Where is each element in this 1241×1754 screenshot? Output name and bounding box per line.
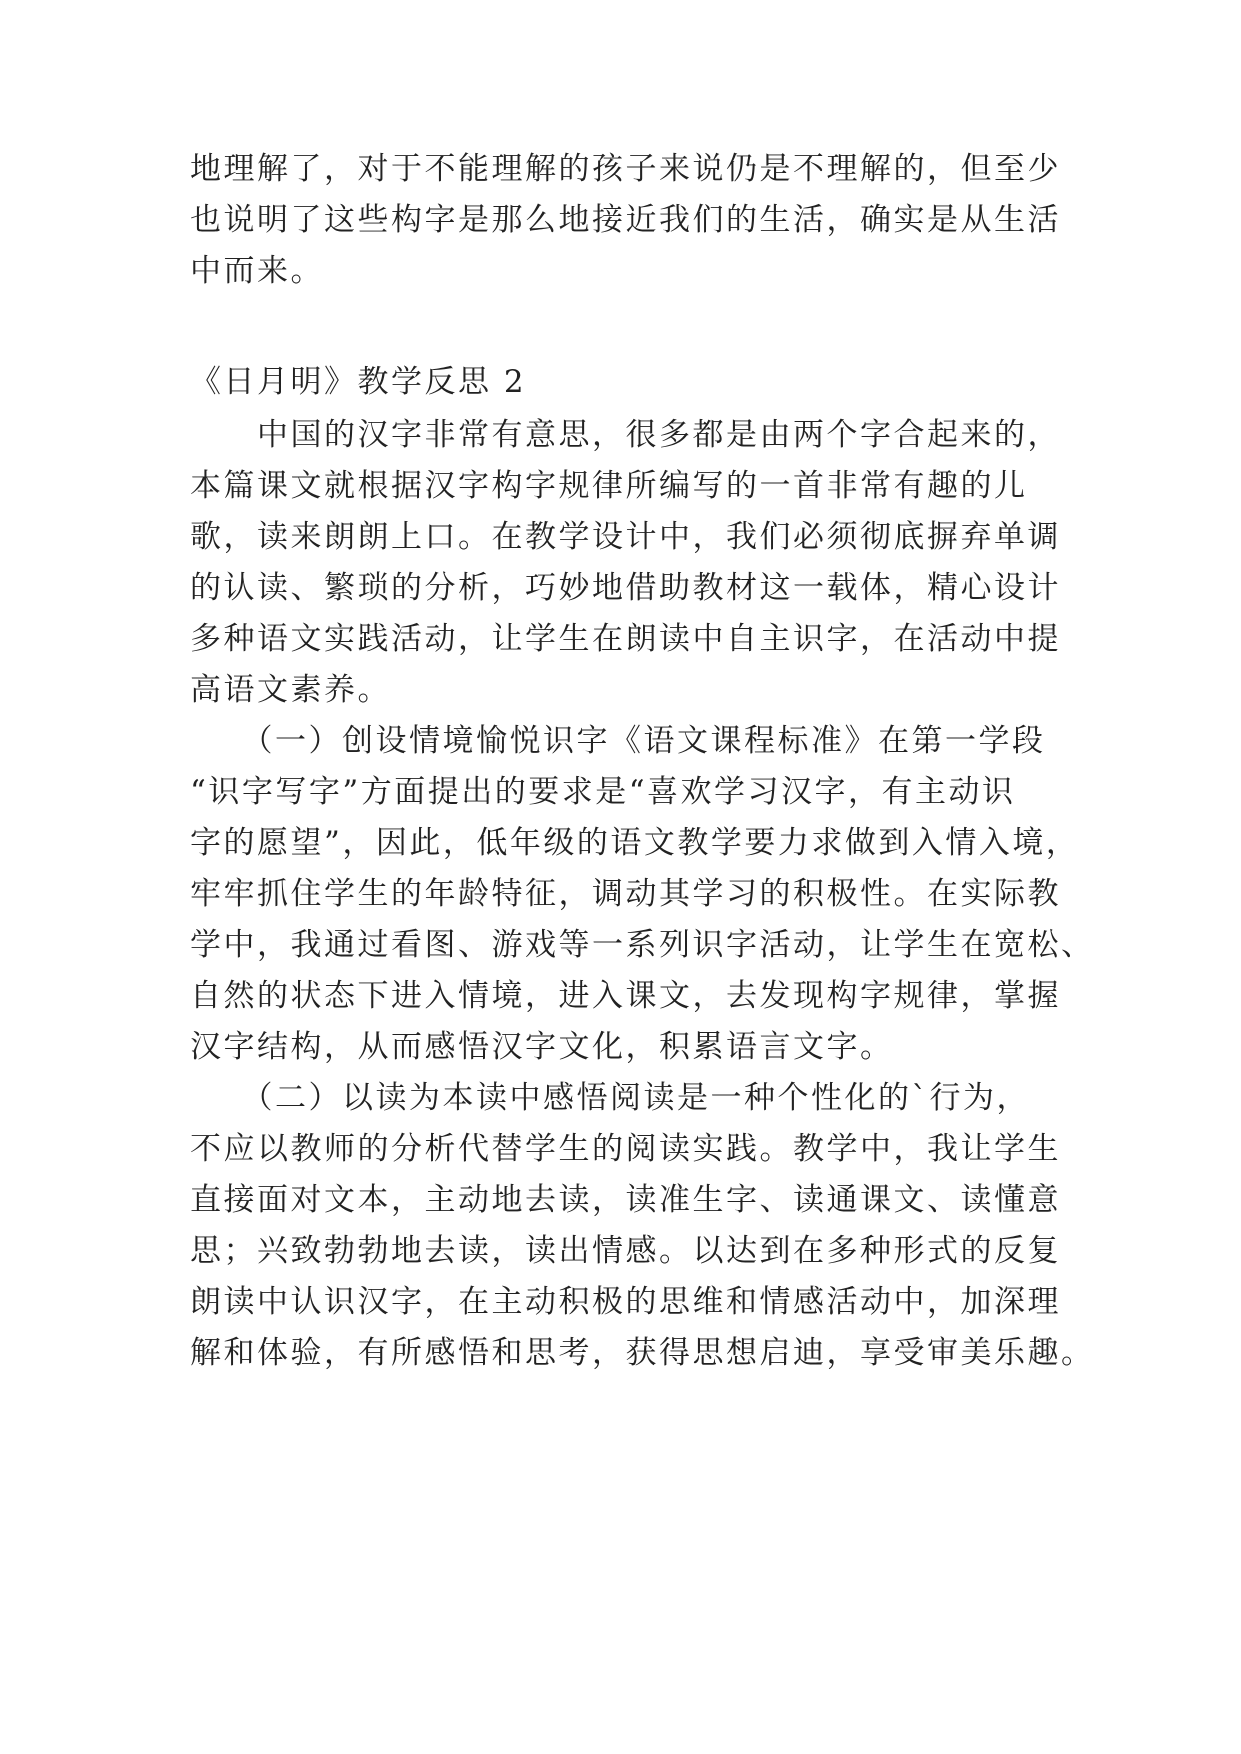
intro-line: 中而来。	[190, 253, 324, 289]
paragraph-3-line: 朗读中认识汉字，在主动积极的思维和情感活动中，加深理	[190, 1284, 1061, 1320]
paragraph-3-line: 解和体验，有所感悟和思考，获得思想启迪，享受审美乐趣。	[190, 1335, 1095, 1371]
paragraph-2-line: 汉字结构，从而感悟汉字文化，积累语言文字。	[190, 1029, 894, 1065]
paragraph-2-line: 字的愿望”，因此，低年级的语文教学要力求做到入情入境，	[190, 825, 1080, 861]
paragraph-2-line: 学中，我通过看图、游戏等一系列识字活动，让学生在宽松、	[190, 927, 1095, 963]
paragraph-2-line: “识字写字”方面提出的要求是“喜欢学习汉字，有主动识	[190, 774, 1016, 810]
paragraph-1-line: 多种语文实践活动，让学生在朗读中自主识字，在活动中提	[190, 621, 1061, 657]
paragraph-1-line: 中国的汉字非常有意思，很多都是由两个字合起来的，	[190, 417, 1061, 453]
paragraph-3-line: 思；兴致勃勃地去读，读出情感。以达到在多种形式的反复	[190, 1233, 1061, 1269]
paragraph-2-line: 自然的状态下进入情境，进入课文，去发现构字规律，掌握	[190, 978, 1061, 1014]
intro-line: 也说明了这些构字是那么地接近我们的生活，确实是从生活	[190, 202, 1061, 238]
paragraph-1-line: 的认读、繁琐的分析，巧妙地借助教材这一载体，精心设计	[190, 570, 1061, 606]
paragraph-3-line: 直接面对文本，主动地去读，读准生字、读通课文、读懂意	[190, 1182, 1061, 1218]
paragraph-1-line: 歌，读来朗朗上口。在教学设计中，我们必须彻底摒弃单调	[190, 519, 1061, 555]
section-heading: 《日月明》教学反思 2	[190, 364, 527, 400]
paragraph-2-line: 牢牢抓住学生的年龄特征，调动其学习的积极性。在实际教	[190, 876, 1061, 912]
paragraph-2-line: （一）创设情境愉悦识字《语文课程标准》在第一学段	[190, 723, 1046, 759]
paragraph-3-line: 不应以教师的分析代替学生的阅读实践。教学中，我让学生	[190, 1131, 1061, 1167]
paragraph-1-line: 本篇课文就根据汉字构字规律所编写的一首非常有趣的儿	[190, 468, 1028, 504]
paragraph-1-line: 高语文素养。	[190, 672, 391, 708]
intro-line: 地理解了，对于不能理解的孩子来说仍是不理解的，但至少	[190, 151, 1061, 187]
paragraph-3-line: （二）以读为本读中感悟阅读是一种个性化的`行为，	[190, 1080, 1030, 1116]
